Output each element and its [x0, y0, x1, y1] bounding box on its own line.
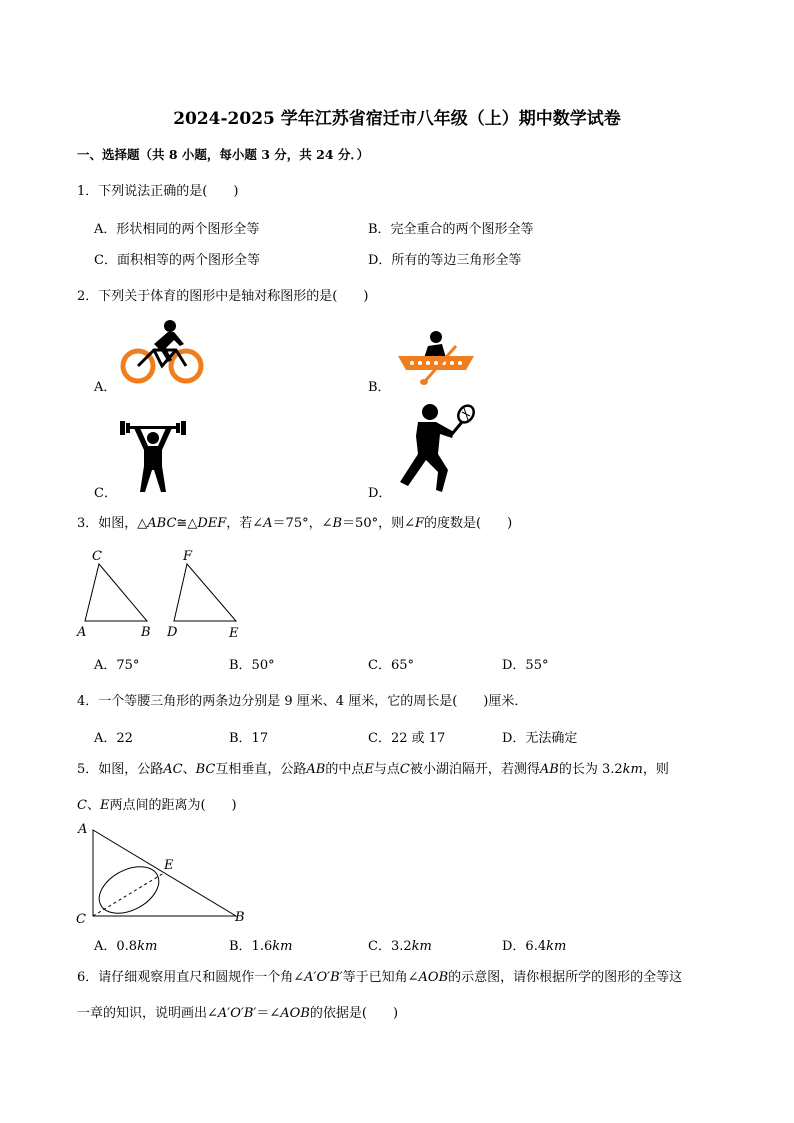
q4-option-b[interactable]: B．17 [229, 731, 269, 746]
q5-text: 的长为 3.2 [558, 762, 623, 777]
label-a: A [78, 822, 88, 837]
q3-angle-f: F [414, 516, 425, 531]
question-2-stem: 2．下列关于体育的图形中是轴对称图形的是( ) [77, 289, 369, 304]
label-b: B [235, 910, 245, 925]
q6-text: 的示意图，请你根据所学的图形的全等这 [448, 970, 683, 985]
q6-text: 一章的知识，说明画出∠ [77, 1006, 218, 1021]
q5-option-c[interactable] [368, 935, 432, 954]
q3-text: 3．如图，△ [77, 516, 148, 531]
q3-option-a[interactable]: A．75° [94, 658, 140, 673]
q5-e2: E [99, 798, 110, 813]
question-5-line-2 [77, 794, 237, 813]
cyclist-icon [118, 318, 206, 386]
weightlifter-icon [118, 418, 188, 494]
q5-option-c-unit: km [411, 939, 432, 954]
q2-option-b[interactable]: B． [368, 380, 391, 395]
question-4-stem: 4．一个等腰三角形的两条边分别是 9 厘米、4 厘米，它的周长是( )厘米． [77, 694, 528, 709]
q5-km: km [622, 762, 643, 777]
section-heading: 一、选择题（共 8 小题，每小题 3 分，共 24 分．） [77, 147, 370, 162]
q5-text: 与点 [373, 762, 400, 777]
q3-text: ≅△ [176, 516, 198, 531]
q5-lake-diagram [74, 820, 254, 930]
q4-option-a[interactable]: A．22 [94, 731, 133, 746]
q6-text: 等于已知角∠ [342, 970, 419, 985]
q3-text: ＝75°，∠ [272, 516, 333, 531]
q5-text: 互相垂直，公路 [215, 762, 307, 777]
q2-option-c[interactable]: C． [94, 486, 117, 501]
q5-e: E [364, 762, 374, 777]
q6-text: ＝∠ [256, 1006, 281, 1021]
q5-option-d-unit: km [546, 939, 567, 954]
q4-option-d[interactable]: D．无法确定 [502, 731, 578, 746]
question-5-line-1 [77, 758, 669, 777]
q5-option-b[interactable] [229, 935, 292, 954]
q5-c: C [399, 762, 410, 777]
label-c: C [92, 549, 102, 564]
q5-text: 、 [182, 762, 196, 777]
q5-text: 两点间的距离为( ) [109, 798, 237, 813]
rowing-icon [396, 330, 476, 386]
q5-text: 5．如图，公路 [77, 762, 164, 777]
q5-text: ，则 [642, 762, 669, 777]
q5-ab: AB [306, 762, 326, 777]
label-f: F [183, 549, 193, 564]
label-e: E [164, 858, 174, 873]
q5-option-b-unit: km [272, 939, 293, 954]
label-c: C [76, 912, 86, 927]
label-b: B [141, 625, 151, 640]
question-1-stem: 1．下列说法正确的是( ) [77, 184, 239, 199]
q1-option-a[interactable]: A．形状相同的两个图形全等 [94, 222, 260, 237]
q2-option-a[interactable]: A． [94, 380, 117, 395]
q5-option-d[interactable] [502, 935, 566, 954]
q6-angle: AOB [418, 970, 449, 985]
label-a: A [77, 625, 87, 640]
q3-text: ，若∠ [226, 516, 264, 531]
q5-ab2: AB [539, 762, 559, 777]
q1-option-b[interactable]: B．完全重合的两个图形全等 [368, 222, 534, 237]
q5-text: 的中点 [325, 762, 365, 777]
q1-option-c[interactable]: C．面积相等的两个图形全等 [94, 253, 260, 268]
q3-option-c[interactable]: C．65° [368, 658, 414, 673]
q5-option-a[interactable] [94, 935, 157, 954]
q6-angle: A′O′B′ [217, 1006, 257, 1021]
q5-ac: AC [163, 762, 183, 777]
question-6-line-1 [77, 966, 682, 985]
q6-text: 6．请仔细观察用直尺和圆规作一个角∠ [77, 970, 305, 985]
q5-option-c-text: C．3.2 [368, 939, 412, 954]
q3-angle-b: B [332, 516, 343, 531]
q5-option-b-text: B．1.6 [229, 939, 273, 954]
q2-option-d[interactable]: D． [368, 486, 392, 501]
question-6-line-2 [77, 1002, 398, 1021]
label-e: E [229, 626, 239, 641]
q3-def: DEF [197, 516, 227, 531]
q1-option-d[interactable]: D．所有的等边三角形全等 [368, 253, 522, 268]
q5-option-a-text: A．0.8 [94, 939, 138, 954]
q3-text: 的度数是( ) [424, 516, 513, 531]
q5-option-d-text: D．6.4 [502, 939, 547, 954]
q5-bc: BC [195, 762, 216, 777]
q3-angle-a: A [263, 516, 273, 531]
q6-angle: AOB [280, 1006, 310, 1021]
q3-option-b[interactable]: B．50° [229, 658, 275, 673]
q5-text: 被小湖泊隔开，若测得 [409, 762, 540, 777]
q5-c2: C [77, 798, 87, 813]
q3-triangle-diagram [76, 546, 256, 641]
q4-option-c[interactable]: C．22 或 17 [368, 731, 446, 746]
tennis-icon [396, 402, 476, 494]
q3-text: ＝50°，则∠ [342, 516, 415, 531]
label-d: D [167, 625, 178, 640]
q6-angle: A′O′B′ [304, 970, 343, 985]
question-3-stem [77, 512, 512, 531]
q3-option-d[interactable]: D．55° [502, 658, 549, 673]
q5-text: 、 [86, 798, 100, 813]
q6-text: 的依据是( ) [309, 1006, 399, 1021]
q5-option-a-unit: km [137, 939, 158, 954]
q3-abc: ABC [147, 516, 177, 531]
page-title: 2024-2025 学年江苏省宿迁市八年级（上）期中数学试卷 [173, 109, 621, 129]
